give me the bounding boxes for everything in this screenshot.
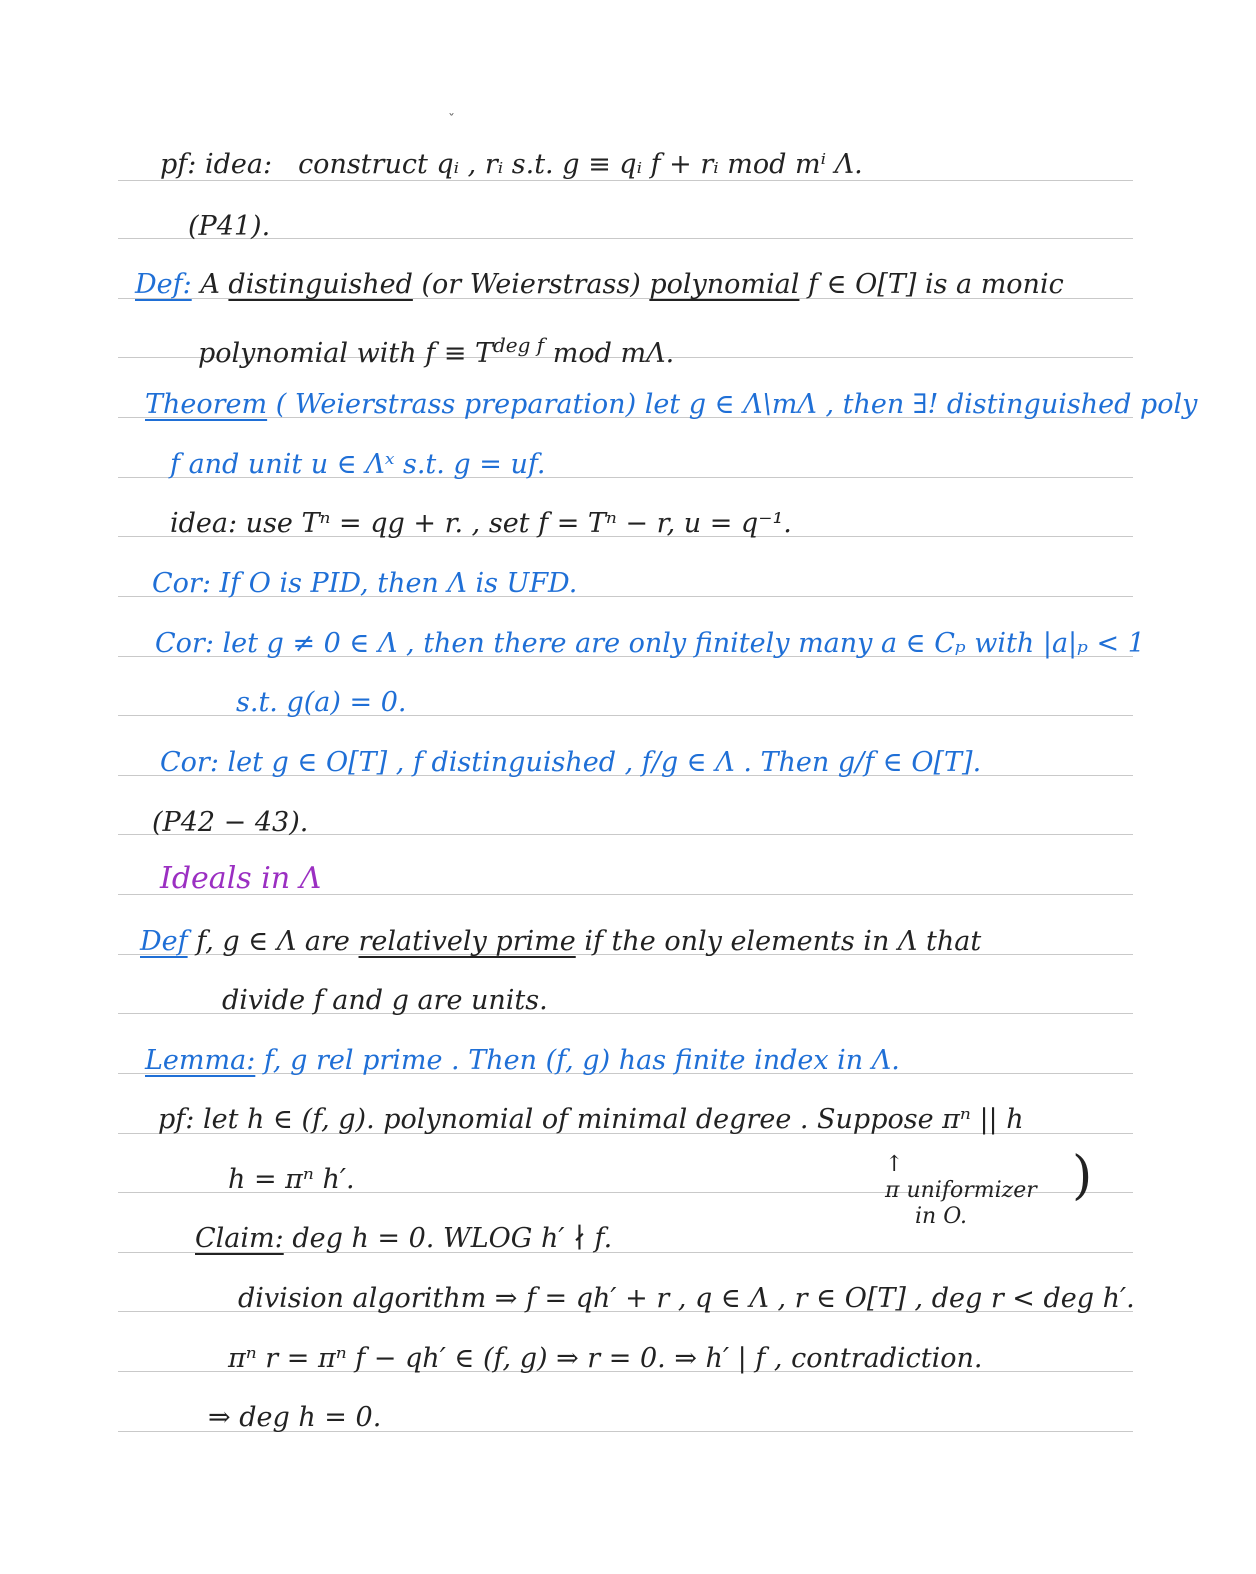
def-text-a: A [200, 269, 220, 300]
proof-line-2: h = πⁿ h′. [228, 1164, 355, 1195]
def-cont-a: polynomial with f ≡ T [198, 338, 493, 369]
uniformizer-annotation [885, 1152, 1037, 1230]
theorem-idea: idea: use Tⁿ = qg + r. , set f = Tⁿ − r, u = q⁻¹. [170, 508, 792, 539]
definition-distinguished [135, 268, 1064, 302]
annotation-line-2: in O. [915, 1204, 967, 1229]
def2-term: relatively prime [358, 926, 576, 957]
annotation-paren: ) [1072, 1146, 1093, 1206]
theorem-text: ( Weierstrass preparation) let g ∈ Λ\mΛ , then ∃! distinguished poly [275, 389, 1198, 420]
lemma-label: Lemma: [145, 1045, 256, 1076]
conclusion-line: ⇒ deg h = 0. [208, 1402, 382, 1433]
def-text-e: f ∈ O[T] is a monic [808, 269, 1064, 300]
def2-text-c: if the only elements in Λ that [584, 926, 982, 957]
claim-text: deg h = 0. WLOG h′ ∤ f. [292, 1223, 613, 1254]
lemma-text: f, g rel prime . Then (f, g) has finite index in Λ. [263, 1045, 900, 1076]
def-term-polynomial: polynomial [649, 269, 800, 300]
contradiction-line: πⁿ r = πⁿ f − qh′ ∈ (f, g) ⇒ r = 0. ⇒ h′ | f , contradiction. [228, 1343, 983, 1374]
lemma-finite-index [145, 1044, 900, 1078]
section-heading-ideals: Ideals in Λ [160, 861, 322, 896]
annotation-arrow: ↑ [885, 1152, 904, 1177]
def-cont-sup: deg f [492, 333, 545, 357]
definition-continuation [198, 328, 674, 371]
page-reference: (P41). [188, 211, 271, 242]
def-text-c: (or Weierstrass) [421, 269, 641, 300]
theorem-label: Theorem [145, 389, 268, 420]
tick-mark: ˇ [448, 112, 455, 128]
annotation-line-1: π uniformizer [885, 1178, 1037, 1203]
theorem-weierstrass [145, 388, 1197, 422]
def2-label: Def [140, 926, 188, 957]
corollary-finitely-many-zeros: Cor: let g ≠ 0 ∈ Λ , then there are only finitely many a ∈ Cₚ with |a|ₚ < 1 [155, 628, 1145, 659]
corollary-continuation: s.t. g(a) = 0. [236, 687, 407, 718]
division-algorithm-line: division algorithm ⇒ f = qh′ + r , q ∈ Λ , r ∈ O[T] , deg r < deg h′. [238, 1283, 1135, 1314]
def-term-distinguished: distinguished [228, 269, 413, 300]
proof-label: pf: idea: [160, 149, 273, 180]
page-reference-2: (P42 − 43). [152, 807, 309, 838]
proof-idea-line [160, 148, 863, 182]
proof-idea-text: construct qᵢ , rᵢ s.t. g ≡ qᵢ f + rᵢ mod mⁱ Λ. [298, 149, 863, 180]
corollary-distinguished-quotient: Cor: let g ∈ O[T] , f distinguished , f/g ∈ Λ . Then g/f ∈ O[T]. [160, 747, 982, 778]
def2-text-a: f, g ∈ Λ are [196, 926, 350, 957]
theorem-continuation: f and unit u ∈ Λˣ s.t. g = uf. [170, 449, 546, 480]
def-cont-b: mod mΛ. [544, 338, 675, 369]
ruled-line [118, 238, 1133, 239]
definition-relatively-prime [140, 925, 981, 959]
claim-line [195, 1222, 612, 1256]
corollary-ufd: Cor: If O is PID, then Λ is UFD. [152, 568, 578, 599]
proof-line-1: pf: let h ∈ (f, g). polynomial of minimal degree . Suppose πⁿ || h [158, 1104, 1024, 1135]
claim-label: Claim: [195, 1223, 284, 1254]
definition-continuation-2: divide f and g are units. [222, 985, 548, 1016]
def-label: Def: [135, 269, 192, 300]
